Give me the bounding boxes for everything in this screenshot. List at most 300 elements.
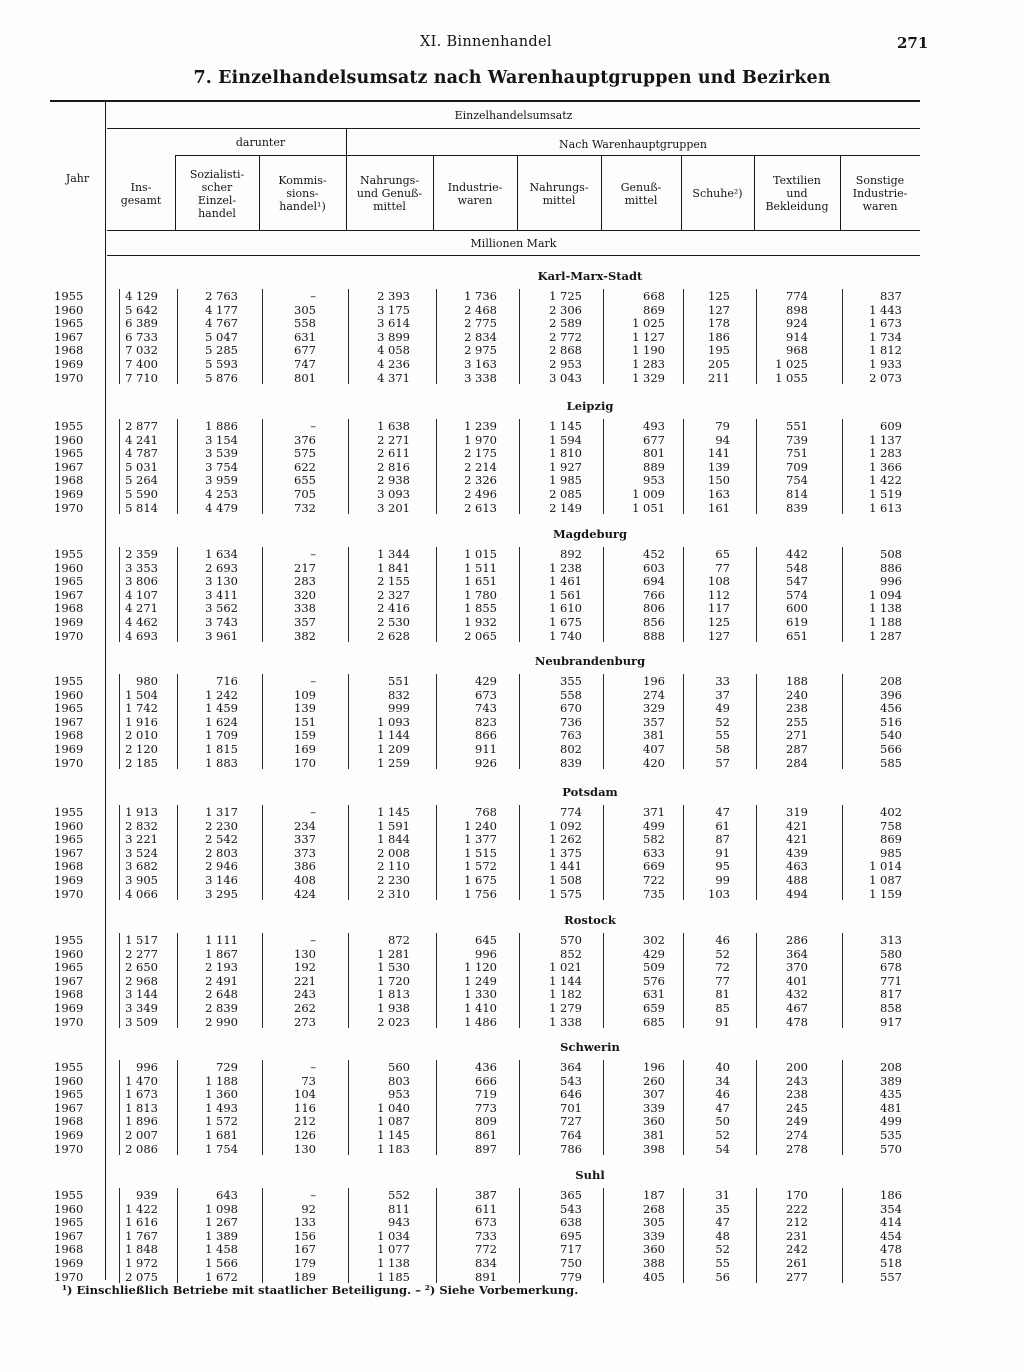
table-cell: 1 810 <box>549 446 582 461</box>
table-cell: 806 <box>643 601 665 616</box>
table-cell: 802 <box>560 742 582 756</box>
table-cell: 1 422 <box>125 1201 158 1216</box>
column-bar <box>756 1060 757 1155</box>
table-cell: 2 816 <box>377 459 410 474</box>
year-cell: 1970 <box>54 500 84 515</box>
table-cell: 286 <box>786 933 808 947</box>
table-cell: 655 <box>294 473 316 488</box>
table-cell: 1 009 <box>632 487 665 501</box>
column-bar <box>519 674 520 769</box>
table-cell: 212 <box>786 1215 808 1230</box>
column-bar <box>119 805 120 900</box>
year-cell: 1960 <box>54 687 84 702</box>
table-cell: 284 <box>786 755 808 770</box>
table-cell: 803 <box>388 1073 410 1088</box>
table-cell: 898 <box>786 302 808 317</box>
table-cell: 1 025 <box>632 316 665 331</box>
table-cell: 40 <box>715 1060 730 1074</box>
table-cell: 535 <box>880 1128 902 1142</box>
table-cell: 1 422 <box>869 473 902 488</box>
table-cell: 260 <box>643 1073 665 1088</box>
table-cell: 48 <box>715 1228 730 1243</box>
table-cell: 2 277 <box>125 946 158 961</box>
table-cell: 1 575 <box>549 886 582 901</box>
table-cell: 1 441 <box>549 859 582 874</box>
table-cell: 4 107 <box>125 587 158 602</box>
table-cell: 1 144 <box>549 973 582 988</box>
table-cell: 5 264 <box>125 473 158 488</box>
table-cell: 125 <box>708 289 730 303</box>
table-cell: 858 <box>880 1001 902 1015</box>
table-cell: 1 092 <box>549 818 582 833</box>
table-cell: 139 <box>294 701 316 716</box>
table-cell: 47 <box>715 1215 730 1230</box>
table-cell: 3 163 <box>464 357 497 371</box>
table-cell: 243 <box>294 987 316 1002</box>
column-bar <box>683 674 684 769</box>
year-cell: 1965 <box>54 574 84 589</box>
column-bar <box>436 547 437 642</box>
table-cell: 1 720 <box>377 973 410 988</box>
column-bar <box>519 805 520 900</box>
table-cell: 939 <box>136 1188 158 1202</box>
table-cell: 678 <box>880 960 902 975</box>
year-cell: 1965 <box>54 1087 84 1102</box>
table-cell: 2 975 <box>464 343 497 358</box>
table-cell: 832 <box>388 687 410 702</box>
table-cell: 1 375 <box>549 845 582 860</box>
table-cell: 2 073 <box>869 370 902 385</box>
body-left-rule <box>105 255 106 1280</box>
table-cell: 274 <box>643 687 665 702</box>
table-cell: 1 145 <box>377 1128 410 1142</box>
table-cell: 3 130 <box>205 574 238 589</box>
header-col-2: Sozialisti- scher Einzel- handel <box>189 167 245 220</box>
header-darunter: darunter <box>235 135 286 149</box>
table-cell: 3 201 <box>377 500 410 515</box>
table-cell: 1 283 <box>632 357 665 371</box>
table-cell: 3 144 <box>125 987 158 1002</box>
column-bar <box>177 805 178 900</box>
header-jahr: Jahr <box>65 171 90 185</box>
table-cell: 869 <box>643 302 665 317</box>
column-bar <box>842 547 843 642</box>
table-cell: 104 <box>294 1087 316 1102</box>
table-cell: 493 <box>643 419 665 433</box>
table-cell: 917 <box>880 1014 902 1029</box>
region-neubrandenburg: Neubrandenburg <box>534 654 646 668</box>
table-cell: 1 927 <box>549 459 582 474</box>
table-cell: 7 032 <box>125 343 158 358</box>
table-cell: 1 259 <box>377 755 410 770</box>
table-cell: 3 411 <box>205 587 238 602</box>
table-cell: 1 519 <box>869 487 902 501</box>
table-cell: 7 400 <box>125 357 158 371</box>
table-cell: 133 <box>294 1215 316 1230</box>
table-cell: 1 283 <box>869 446 902 461</box>
table-cell: 585 <box>880 755 902 770</box>
table-cell: 651 <box>786 628 808 643</box>
table-cell: 1 040 <box>377 1100 410 1115</box>
table-cell: 243 <box>786 1073 808 1088</box>
table-cell: 729 <box>216 1060 238 1074</box>
year-cell: 1960 <box>54 560 84 575</box>
table-cell: – <box>310 1188 316 1202</box>
table-cell: 432 <box>786 987 808 1002</box>
column-bar <box>519 1188 520 1283</box>
table-cell: 719 <box>475 1087 497 1102</box>
table-cell: 81 <box>715 987 730 1002</box>
table-cell: 4 787 <box>125 446 158 461</box>
table-cell: 666 <box>475 1073 497 1088</box>
table-cell: 2 023 <box>377 1014 410 1029</box>
table-cell: 1 461 <box>549 574 582 589</box>
year-cell: 1965 <box>54 832 84 847</box>
table-cell: 4 271 <box>125 601 158 616</box>
table-cell: 273 <box>294 1014 316 1029</box>
jahr-divider <box>105 100 106 255</box>
table-title: 7. Einzelhandelsumsatz nach Warenhauptgruppen und Bezirken <box>193 68 831 88</box>
table-cell: 99 <box>715 873 730 887</box>
table-cell: – <box>310 933 316 947</box>
column-bar <box>683 1188 684 1283</box>
table-cell: 355 <box>560 674 582 688</box>
year-cell: 1967 <box>54 587 84 602</box>
year-cell: 1960 <box>54 1073 84 1088</box>
table-cell: 234 <box>294 818 316 833</box>
table-cell: 170 <box>786 1188 808 1202</box>
table-cell: 1 159 <box>869 886 902 901</box>
table-cell: 631 <box>294 329 316 344</box>
column-bar <box>177 933 178 1028</box>
table-cell: 1 675 <box>464 873 497 887</box>
table-cell: 1 511 <box>464 560 497 575</box>
table-cell: 953 <box>388 1087 410 1102</box>
table-cell: 811 <box>388 1201 410 1216</box>
table-cell: 754 <box>786 473 808 488</box>
table-cell: 435 <box>880 1087 902 1102</box>
table-cell: 217 <box>294 560 316 575</box>
table-cell: 364 <box>560 1060 582 1074</box>
table-cell: 1 120 <box>464 960 497 975</box>
table-cell: 1 190 <box>632 343 665 358</box>
statistics-table <box>50 100 920 1285</box>
column-bar <box>436 1060 437 1155</box>
table-cell: 1 591 <box>377 818 410 833</box>
table-cell: 2 946 <box>205 859 238 874</box>
table-cell: 46 <box>715 1087 730 1102</box>
table-cell: 1 209 <box>377 742 410 756</box>
header-top-rule <box>50 100 920 102</box>
table-cell: 763 <box>560 728 582 743</box>
year-cell: 1967 <box>54 973 84 988</box>
column-bar <box>348 547 349 642</box>
table-cell: 576 <box>643 973 665 988</box>
table-cell: 3 682 <box>125 859 158 874</box>
table-cell: 866 <box>475 728 497 743</box>
table-cell: 499 <box>643 818 665 833</box>
table-cell: 2 650 <box>125 960 158 975</box>
table-cell: 58 <box>715 742 730 756</box>
year-cell: 1970 <box>54 1141 84 1156</box>
header-col-5: Industrie- waren <box>447 180 503 207</box>
column-bar <box>756 805 757 900</box>
table-cell: 274 <box>786 1128 808 1142</box>
table-cell: 1 886 <box>205 419 238 433</box>
column-bar <box>119 547 120 642</box>
year-cell: 1967 <box>54 329 84 344</box>
table-cell: 839 <box>786 500 808 515</box>
table-cell: 3 093 <box>377 487 410 501</box>
table-cell: 421 <box>786 832 808 847</box>
table-cell: 3 349 <box>125 1001 158 1015</box>
table-cell: 786 <box>560 1141 582 1156</box>
table-cell: 574 <box>786 587 808 602</box>
table-cell: 3 175 <box>377 302 410 317</box>
table-cell: 694 <box>643 574 665 589</box>
column-bar <box>119 933 120 1028</box>
table-cell: 186 <box>880 1188 902 1202</box>
table-cell: 439 <box>786 845 808 860</box>
table-cell: 1 366 <box>869 459 902 474</box>
table-cell: 2 803 <box>205 845 238 860</box>
table-cell: 872 <box>388 933 410 947</box>
table-cell: 968 <box>786 343 808 358</box>
table-cell: 943 <box>388 1215 410 1230</box>
table-cell: 5 285 <box>205 343 238 358</box>
year-cell: 1955 <box>54 933 84 947</box>
table-cell: 1 262 <box>549 832 582 847</box>
table-cell: 733 <box>475 1228 497 1243</box>
table-cell: 94 <box>715 432 730 447</box>
table-cell: 722 <box>643 873 665 887</box>
header-col-4: Nahrungs- und Genuß- mittel <box>356 174 423 213</box>
table-cell: 701 <box>560 1100 582 1115</box>
table-cell: 1 111 <box>205 933 238 947</box>
table-cell: 2 953 <box>549 357 582 371</box>
table-cell: 1 183 <box>377 1141 410 1156</box>
region-schwerin: Schwerin <box>560 1040 620 1054</box>
table-cell: 1 896 <box>125 1114 158 1129</box>
table-cell: 3 754 <box>205 459 238 474</box>
year-cell: 1967 <box>54 459 84 474</box>
region-suhl: Suhl <box>575 1168 605 1182</box>
table-cell: 2 775 <box>464 316 497 331</box>
table-cell: 245 <box>786 1100 808 1115</box>
table-cell: 2 648 <box>205 987 238 1002</box>
table-cell: 1 025 <box>775 357 808 371</box>
table-cell: 420 <box>643 755 665 770</box>
year-cell: 1955 <box>54 1188 84 1202</box>
table-cell: 421 <box>786 818 808 833</box>
table-cell: 751 <box>786 446 808 461</box>
year-cell: 1960 <box>54 818 84 833</box>
table-cell: 1 742 <box>125 701 158 716</box>
table-cell: 2 968 <box>125 973 158 988</box>
table-cell: 631 <box>643 987 665 1002</box>
columns-bottom-rule <box>107 230 920 231</box>
table-cell: 424 <box>294 886 316 901</box>
table-cell: 414 <box>880 1215 902 1230</box>
column-bar <box>119 1188 120 1283</box>
column-bar <box>519 933 520 1028</box>
year-cell: 1968 <box>54 987 84 1002</box>
table-cell: 337 <box>294 832 316 847</box>
table-cell: 779 <box>560 1269 582 1284</box>
table-cell: 548 <box>786 560 808 575</box>
table-cell: 33 <box>715 674 730 688</box>
table-cell: 3 295 <box>205 886 238 901</box>
table-cell: 1 458 <box>205 1242 238 1257</box>
column-bar <box>683 419 684 514</box>
table-cell: 643 <box>216 1188 238 1202</box>
table-cell: 125 <box>708 615 730 629</box>
table-cell: 4 241 <box>125 432 158 447</box>
table-cell: 2 772 <box>549 329 582 344</box>
table-cell: 5 876 <box>205 370 238 385</box>
table-cell: 2 613 <box>464 500 497 515</box>
table-cell: 3 221 <box>125 832 158 847</box>
table-cell: 55 <box>715 728 730 743</box>
year-cell: 1970 <box>54 1014 84 1029</box>
table-cell: 61 <box>715 818 730 833</box>
column-bar <box>842 1188 843 1283</box>
table-cell: 2 155 <box>377 574 410 589</box>
column-bar <box>262 1188 263 1283</box>
column-bar <box>348 419 349 514</box>
table-cell: 582 <box>643 832 665 847</box>
table-cell: 3 524 <box>125 845 158 860</box>
table-cell: 771 <box>880 973 902 988</box>
table-cell: 1 240 <box>464 818 497 833</box>
footnote: ¹) Einschließlich Betriebe mit staatlicher Beteiligung. – ²) Siehe Vorbemerkung. <box>62 1283 579 1297</box>
column-bar <box>603 289 604 384</box>
table-cell: 499 <box>880 1114 902 1129</box>
table-cell: 2 834 <box>464 329 497 344</box>
table-cell: 685 <box>643 1014 665 1029</box>
header-col-8: Schuhe²) <box>692 187 743 200</box>
table-cell: 1 127 <box>632 329 665 344</box>
table-cell: 2 110 <box>377 859 410 874</box>
page-header <box>0 34 1024 58</box>
year-cell: 1969 <box>54 1128 84 1142</box>
table-cell: 1 087 <box>377 1114 410 1129</box>
table-cell: 478 <box>880 1242 902 1257</box>
table-cell: 405 <box>643 1269 665 1284</box>
table-cell: 1 780 <box>464 587 497 602</box>
table-cell: 150 <box>708 473 730 488</box>
table-cell: 4 129 <box>125 289 158 303</box>
table-cell: 677 <box>643 432 665 447</box>
table-cell: 211 <box>708 370 730 385</box>
table-cell: 302 <box>643 933 665 947</box>
table-cell: 221 <box>294 973 316 988</box>
table-cell: 3 353 <box>125 560 158 575</box>
column-bar <box>262 1060 263 1155</box>
table-cell: 429 <box>475 674 497 688</box>
table-cell: 1 267 <box>205 1215 238 1230</box>
table-cell: 354 <box>880 1201 902 1216</box>
table-cell: 557 <box>880 1269 902 1284</box>
column-bar <box>348 289 349 384</box>
table-cell: 205 <box>708 357 730 371</box>
table-cell: 103 <box>708 886 730 901</box>
table-cell: 1 624 <box>205 714 238 729</box>
column-bar <box>683 933 684 1028</box>
table-cell: 1 883 <box>205 755 238 770</box>
table-cell: 839 <box>560 755 582 770</box>
table-cell: 603 <box>643 560 665 575</box>
header-col-1: Ins- gesamt <box>120 180 162 207</box>
header-col-10: Sonstige Industrie- waren <box>852 174 908 213</box>
table-cell: 764 <box>560 1128 582 1142</box>
table-cell: 768 <box>475 805 497 819</box>
table-cell: 360 <box>643 1114 665 1129</box>
table-cell: 646 <box>560 1087 582 1102</box>
table-cell: 1 756 <box>464 886 497 901</box>
table-cell: 1 736 <box>464 289 497 303</box>
column-bar <box>262 547 263 642</box>
table-cell: 65 <box>715 547 730 561</box>
running-head: XI. Binnenhandel <box>420 34 552 50</box>
table-cell: 240 <box>786 687 808 702</box>
table-cell: 518 <box>880 1256 902 1270</box>
table-cell: 2 326 <box>464 473 497 488</box>
table-cell: 1 281 <box>377 946 410 961</box>
column-bar <box>519 289 520 384</box>
table-cell: 1 185 <box>377 1269 410 1284</box>
table-cell: 814 <box>786 487 808 501</box>
year-cell: 1955 <box>54 674 84 688</box>
table-cell: 52 <box>715 1128 730 1142</box>
table-cell: 766 <box>643 587 665 602</box>
table-cell: 3 539 <box>205 446 238 461</box>
table-cell: 52 <box>715 1242 730 1257</box>
column-bar <box>756 547 757 642</box>
table-cell: 365 <box>560 1188 582 1202</box>
table-cell: 3 509 <box>125 1014 158 1029</box>
table-cell: 1 238 <box>549 560 582 575</box>
table-cell: 72 <box>715 960 730 975</box>
table-cell: 402 <box>880 805 902 819</box>
column-bar <box>603 419 604 514</box>
column-bar <box>842 419 843 514</box>
table-cell: 551 <box>786 419 808 433</box>
table-cell: 388 <box>643 1256 665 1270</box>
table-cell: 1 508 <box>549 873 582 887</box>
table-cell: 4 371 <box>377 370 410 385</box>
table-cell: 159 <box>294 728 316 743</box>
table-cell: 429 <box>643 946 665 961</box>
table-cell: 261 <box>786 1256 808 1270</box>
table-cell: 360 <box>643 1242 665 1257</box>
table-cell: 1 709 <box>205 728 238 743</box>
year-cell: 1968 <box>54 728 84 743</box>
region-leipzig: Leipzig <box>566 399 614 413</box>
table-cell: 87 <box>715 832 730 847</box>
table-cell: 178 <box>708 316 730 331</box>
table-cell: 2 393 <box>377 289 410 303</box>
table-cell: 278 <box>786 1141 808 1156</box>
table-cell: 3 154 <box>205 432 238 447</box>
table-cell: – <box>310 419 316 433</box>
table-cell: 2 007 <box>125 1128 158 1142</box>
table-cell: 1 916 <box>125 714 158 729</box>
year-cell: 1965 <box>54 316 84 331</box>
table-cell: 2 611 <box>377 446 410 461</box>
column-bar <box>119 1060 120 1155</box>
table-cell: 1 613 <box>869 500 902 515</box>
